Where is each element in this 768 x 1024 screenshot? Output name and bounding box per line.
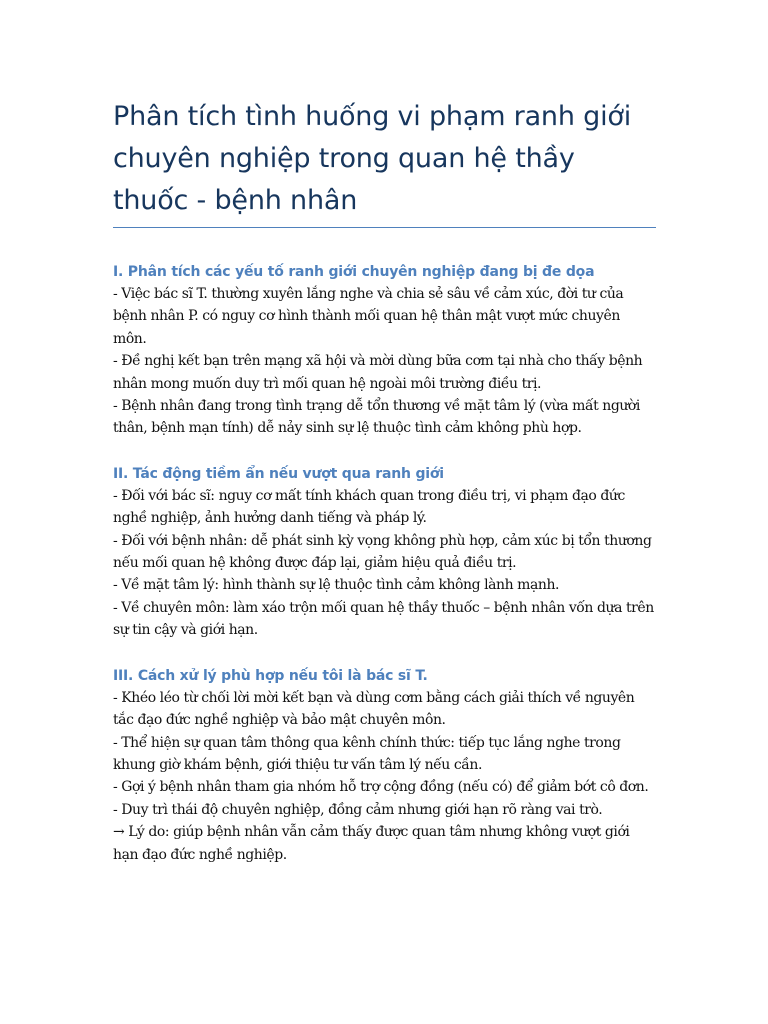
section-3: [113, 665, 656, 866]
document-page: [113, 96, 656, 889]
paragraph-line: - Đối với bệnh nhân: dễ phát sinh kỳ vọng không phù hợp, cảm xúc bị tổn thương nếu mối quan hệ không được đáp lại, giảm hiệu quả điều trị.: [113, 532, 652, 572]
paragraph-line: → Lý do: giúp bệnh nhân vẫn cảm thấy được quan tâm nhưng không vượt giới hạn đạo đức nghề nghiệp.: [113, 824, 630, 863]
section-heading: III. Cách xử lý phù hợp nếu tôi là bác sĩ T.: [113, 667, 428, 684]
paragraph-line: - Đối với bác sĩ: nguy cơ mất tính khách quan trong điều trị, vi phạm đạo đức nghề nghiệp, ảnh hưởng danh tiếng và pháp lý.: [113, 487, 625, 527]
paragraph-line: - Đề nghị kết bạn trên mạng xã hội và mời dùng bữa cơm tại nhà cho thấy bệnh nhân mong muốn duy trì mối quan hệ ngoài môi trường điều trị.: [113, 353, 643, 392]
document-title: Phân tích tình huống vi phạm ranh giới chuyên nghiệp trong quan hệ thầy thuốc - bệnh nhân: [113, 101, 631, 216]
title-divider: [113, 227, 656, 228]
paragraph-line: - Duy trì thái độ chuyên nghiệp, đồng cảm nhưng giới hạn rõ ràng vai trò.: [113, 801, 603, 818]
section-heading: II. Tác động tiềm ẩn nếu vượt qua ranh giới: [113, 465, 444, 482]
paragraph-line: - Việc bác sĩ T. thường xuyên lắng nghe và chia sẻ sâu về cảm xúc, đời tư của bệnh nhân P. có nguy cơ hình thành mối quan hệ thân mật vượt mức chuyên môn.: [113, 286, 624, 347]
paragraph-line: - Bệnh nhân đang trong tình trạng dễ tổn thương về mặt tâm lý (vừa mất người thân, bệnh mạn tính) dễ nảy sinh sự lệ thuộc tình cảm không phù hợp.: [113, 398, 640, 437]
paragraph-line: - Thể hiện sự quan tâm thông qua kênh chính thức: tiếp tục lắng nghe trong khung giờ khám bệnh, giới thiệu tư vấn tâm lý nếu cần.: [113, 734, 621, 773]
paragraph-line: - Gợi ý bệnh nhân tham gia nhóm hỗ trợ cộng đồng (nếu có) để giảm bớt cô đơn.: [113, 779, 649, 796]
paragraph-line: - Về mặt tâm lý: hình thành sự lệ thuộc tình cảm không lành mạnh.: [113, 577, 560, 594]
section-2: [113, 463, 656, 642]
section-heading: I. Phân tích các yếu tố ranh giới chuyên nghiệp đang bị đe dọa: [113, 264, 595, 280]
paragraph-line: - Khéo léo từ chối lời mời kết bạn và dùng cơm bằng cách giải thích về nguyên tắc đạo đức nghề nghiệp và bảo mật chuyên môn.: [113, 689, 635, 729]
section-1: [113, 261, 656, 440]
paragraph-line: - Về chuyên môn: làm xáo trộn mối quan hệ thầy thuốc – bệnh nhân vốn dựa trên sự tin cậy và giới hạn.: [113, 599, 654, 639]
